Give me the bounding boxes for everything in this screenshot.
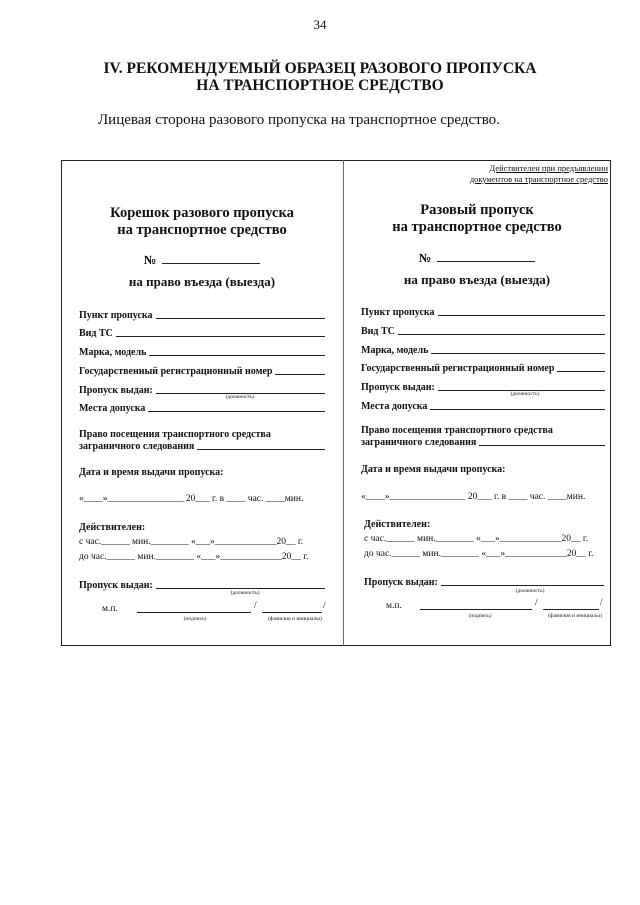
stub-issue-datetime-line[interactable]: «____»________________ 20___ г. в ____ час. ____мин. — [79, 494, 304, 504]
pass-signature-field[interactable] — [420, 609, 532, 610]
stub-make-model-label: Марка, модель — [79, 347, 147, 358]
pass-admission-row — [361, 401, 605, 412]
stub-make-model-field[interactable] — [149, 354, 325, 356]
pass-title-line-2: на транспортное средство — [392, 219, 562, 235]
stub-issued-by-bottom-label: Пропуск выдан: — [79, 580, 153, 591]
pass-issue-datetime-line[interactable]: «____»________________ 20___ г. в ____ час. ____мин. — [361, 492, 586, 502]
pass-valid-to[interactable]: до час.______ мин.________ «___»_____________20__ г. — [364, 549, 594, 559]
pass-name-field[interactable] — [543, 609, 599, 610]
panel-divider — [343, 160, 344, 646]
pass-reg-number-label: Государственный регистрационный номер — [361, 363, 555, 374]
pass-visit-right-line-1: Право посещения транспортного средства — [361, 425, 553, 436]
stub-name-field[interactable] — [262, 612, 322, 613]
pass-signature-hint: (подпись) — [468, 613, 492, 619]
pass-checkpoint-row — [361, 307, 605, 318]
stub-checkpoint-field[interactable] — [156, 317, 325, 319]
pass-vehicle-type-field[interactable] — [398, 333, 605, 335]
heading-line-2: НА ТРАНСПОРТНОЕ СРЕДСТВО — [196, 77, 444, 94]
page-heading — [40, 60, 600, 94]
stub-issued-by-bottom-field[interactable] — [156, 587, 325, 589]
stub-position-hint: (должность) — [225, 394, 255, 400]
stub-number — [63, 252, 341, 268]
pass-issued-by-bottom-field[interactable] — [441, 584, 604, 586]
stub-visit-right-row — [79, 441, 325, 452]
stub-reg-number-label: Государственный регистрационный номер — [79, 366, 273, 377]
page-subtitle: Лицевая сторона разового пропуска на транспортное средство. — [98, 112, 500, 128]
stub-signature-hint: (подпись) — [183, 616, 207, 622]
stub-title-line-1: Корешок разового пропуска — [110, 205, 294, 221]
pass-admission-field[interactable] — [430, 408, 605, 410]
stub-name-hint: (фамилия и инициалы) — [268, 616, 322, 622]
pass-issued-by-bottom-row — [364, 577, 604, 588]
stub-reg-number-field[interactable] — [275, 373, 325, 375]
pass-number — [345, 250, 609, 266]
pass-number-field[interactable] — [437, 250, 535, 262]
stub-checkpoint-row — [79, 310, 325, 321]
stub-number-field[interactable] — [162, 252, 260, 264]
stub-vehicle-type-field[interactable] — [116, 335, 325, 337]
stub-issue-datetime-label: Дата и время выдачи пропуска: — [79, 467, 224, 478]
stub-admission-label: Места допуска — [79, 403, 146, 414]
page-number: 34 — [313, 17, 327, 32]
pass-visit-right-field[interactable] — [479, 444, 605, 446]
stub-title — [63, 205, 341, 239]
stub-title-line-2: на транспортное средство — [117, 222, 287, 238]
stub-visit-right-field[interactable] — [197, 448, 325, 450]
pass-valid-from[interactable]: с час.______ мин.________ «___»_____________20__ г. — [364, 534, 589, 544]
stub-stamp: м.п. — [102, 604, 118, 614]
pass-title-line-1: Разовый пропуск — [420, 202, 534, 218]
pass-position-hint: (должность) — [510, 391, 540, 397]
stub-visit-right-line-1: Право посещения транспортного средства — [79, 429, 271, 440]
stub-number-label: № — [143, 253, 157, 267]
pass-validity-note-line-2: документов на транспортное средство — [469, 174, 608, 184]
pass-make-model-row — [361, 345, 605, 356]
pass-slash-end: / — [600, 598, 603, 608]
pass-reg-number-row — [361, 363, 605, 374]
stub-admission-field[interactable] — [148, 410, 325, 412]
heading-line-1: IV. РЕКОМЕНДУЕМЫЙ ОБРАЗЕЦ РАЗОВОГО ПРОПУСКА — [103, 60, 537, 77]
pass-number-label: № — [418, 251, 432, 265]
stub-slash-end: / — [323, 601, 326, 611]
pass-purpose: на право въезда (выезда) — [403, 272, 551, 287]
stub-position-hint-2: (должность) — [230, 590, 260, 596]
stub-valid-to[interactable]: до час.______ мин.________ «___»_____________20__ г. — [79, 552, 309, 562]
stub-valid-from[interactable]: с час.______ мин.________ «___»_____________20__ г. — [79, 537, 304, 547]
stub-vehicle-type-label: Вид ТС — [79, 328, 113, 339]
pass-make-model-label: Марка, модель — [361, 345, 429, 356]
pass-slash: / — [535, 598, 538, 608]
pass-name-hint: (фамилия и инициалы) — [548, 613, 602, 619]
stub-slash: / — [254, 601, 257, 611]
stub-purpose: на право въезда (выезда) — [128, 274, 276, 289]
pass-reg-number-field[interactable] — [557, 370, 605, 372]
stub-issued-by-label: Пропуск выдан: — [79, 385, 153, 396]
stub-signature-field[interactable] — [137, 612, 251, 613]
pass-admission-label: Места допуска — [361, 401, 428, 412]
stub-reg-number-row — [79, 366, 325, 377]
pass-checkpoint-field[interactable] — [438, 314, 605, 316]
pass-validity-note-line-1: Действителен при предъявлении — [489, 163, 608, 173]
pass-title — [345, 202, 609, 236]
stub-valid-label: Действителен: — [79, 522, 146, 533]
pass-make-model-field[interactable] — [431, 352, 605, 354]
pass-validity-note — [430, 163, 608, 185]
pass-vehicle-type-row — [361, 326, 605, 337]
stub-visit-right-line-2: заграничного следования — [79, 441, 195, 452]
stub-checkpoint-label: Пункт пропуска — [79, 310, 153, 321]
pass-stamp: м.п. — [386, 601, 402, 611]
pass-issued-by-bottom-label: Пропуск выдан: — [364, 577, 438, 588]
pass-valid-label: Действителен: — [364, 519, 431, 530]
pass-visit-right-line-2: заграничного следования — [361, 437, 477, 448]
pass-checkpoint-label: Пункт пропуска — [361, 307, 435, 318]
pass-vehicle-type-label: Вид ТС — [361, 326, 395, 337]
stub-make-model-row — [79, 347, 325, 358]
pass-issued-by-label: Пропуск выдан: — [361, 382, 435, 393]
stub-vehicle-type-row — [79, 328, 325, 339]
stub-admission-row — [79, 403, 325, 414]
pass-issue-datetime-label: Дата и время выдачи пропуска: — [361, 464, 506, 475]
pass-visit-right-row — [361, 437, 605, 448]
pass-position-hint-2: (должность) — [515, 588, 545, 594]
